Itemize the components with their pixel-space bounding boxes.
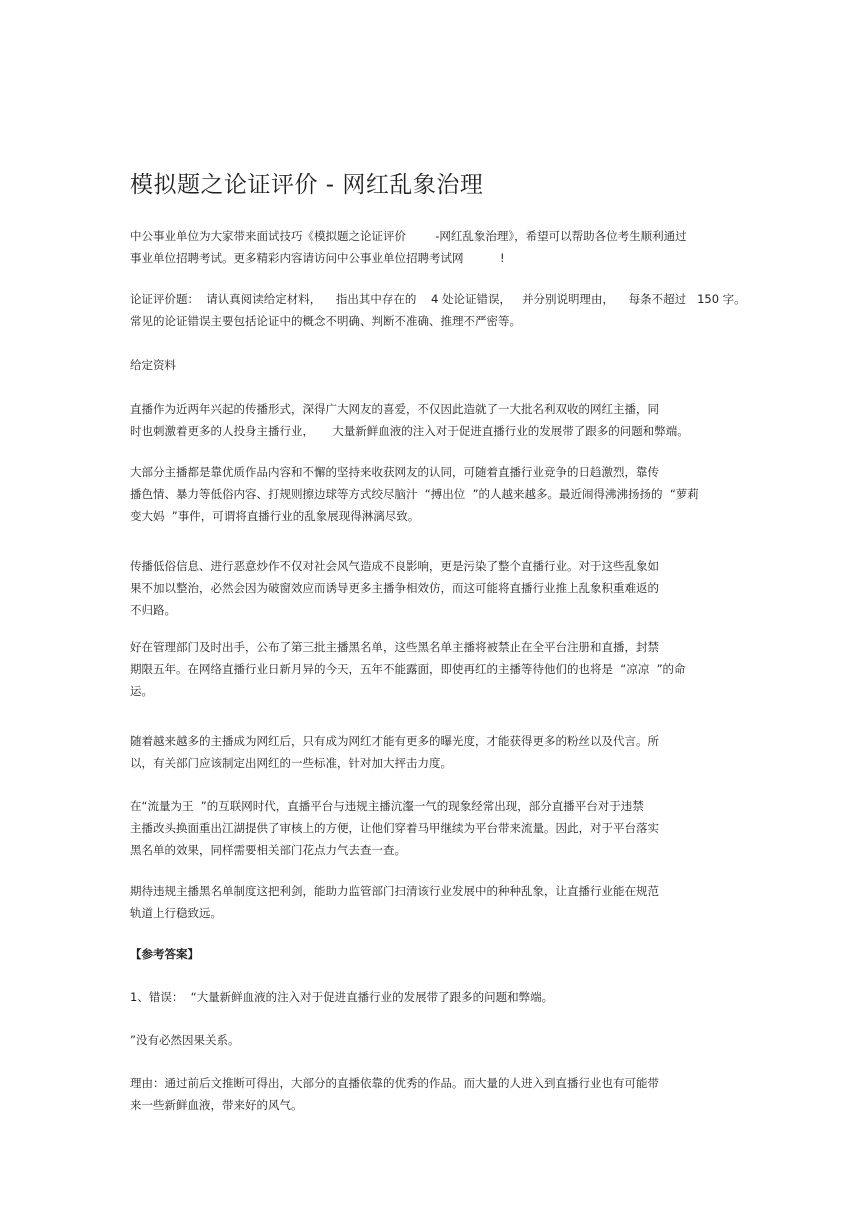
- material-paragraph-7: [130, 880, 730, 924]
- paragraph-line: 直播作为近两年兴起的传播形式，深得广大网友的喜爱，不仅因此造就了一大批名利双收的网红主播，同: [130, 402, 659, 416]
- task-paragraph: [130, 288, 746, 332]
- reason-line: 理由：通过前后文推断可得出，大部分的直播依靠的优秀的作品。而大量的人进入到直播行业也有可能带: [130, 1076, 659, 1090]
- paragraph-line: 主播改头换面重出江湖提供了审核上的方便，让他们穿着马甲继续为平台带来流量。因此，对于平台落实: [130, 821, 659, 835]
- paragraph-line: 期限五年。在网络直播行业日新月异的今天，五年不能露面，即使再红的主播等待他们的也将是 “凉凉 ”的命: [130, 662, 686, 676]
- intro-line: 中公事业单位为大家带来面试技巧《模拟题之论证评价 -网红乱象治理》，希望可以帮助各位考生顺利通过: [130, 229, 687, 243]
- material-paragraph-5: [130, 730, 730, 774]
- paragraph-line: 黑名单的效果，同样需要相关部门花点力气去查一查。: [130, 843, 406, 857]
- material-paragraph-3: [130, 555, 730, 621]
- paragraph-line: 运。: [130, 684, 153, 698]
- material-paragraph-4: [130, 636, 730, 702]
- paragraph-line: 时也刺激着更多的人投身主播行业， 大量新鲜血液的注入对于促进直播行业的发展带了跟多的问题和弊端。: [130, 424, 689, 438]
- paragraph-line: 播色情、暴力等低俗内容、打规则擦边球等方式绞尽脑汁 “搏出位 ”的人越来越多。最近闹得沸沸扬扬的 “萝莉: [130, 487, 699, 501]
- answer-heading: 【参考答案】: [130, 947, 199, 961]
- paragraph-line: 传播低俗信息、进行恶意炒作不仅对社会风气造成不良影响，更是污染了整个直播行业。对于这些乱象如: [130, 559, 659, 573]
- paragraph-line: 随着越来越多的主播成为网红后，只有成为网红才能有更多的曝光度，才能获得更多的粉丝以及代言。所: [130, 734, 659, 748]
- paragraph-line: 好在管理部门及时出手，公布了第三批主播黑名单，这些黑名单主播将被禁止在全平台注册和直播，封禁: [130, 640, 659, 654]
- answer-error-1: 1、错误： “大量新鲜血液的注入对于促进直播行业的发展带了跟多的问题和弊端。: [130, 990, 554, 1004]
- paragraph-line: 以，有关部门应该制定出网红的一些标准，针对加大抨击力度。: [130, 756, 452, 770]
- material-paragraph-1: [130, 398, 730, 442]
- intro-paragraph: [130, 225, 730, 269]
- paragraph-line: 轨道上行稳致远。: [130, 906, 222, 920]
- paragraph-line: 变大妈 ”事件，可谓将直播行业的乱象展现得淋漓尽致。: [130, 509, 420, 523]
- paragraph-line: 期待违规主播黑名单制度这把利剑，能助力监管部门扫清该行业发展中的种种乱象，让直播行业能在规范: [130, 884, 659, 898]
- task-line: 常见的论证错误主要包括论证中的概念不明确、判断不准确、推理不严密等。: [130, 314, 521, 328]
- paragraph-line: 大部分主播都是靠优质作品内容和不懈的坚持来收获网友的认同，可随着直播行业竞争的日趋激烈，靠传: [130, 465, 659, 479]
- reason-line: 来一些新鲜血液，带来好的风气。: [130, 1098, 303, 1112]
- intro-line: 事业单位招聘考试。更多精彩内容请访问中公事业单位招聘考试网 !: [130, 251, 505, 265]
- document-title: 模拟题之论证评价 - 网红乱象治理: [130, 172, 484, 198]
- answer-error-1-cont: ”没有必然因果关系。: [130, 1033, 240, 1047]
- paragraph-line: 不归路。: [130, 603, 176, 617]
- material-paragraph-6: [130, 795, 730, 861]
- paragraph-line: 在“流量为王 ”的互联网时代，直播平台与违规主播沆瀣一气的现象经常出现，部分直播平台对于违禁: [130, 799, 644, 813]
- answer-reason-1: [130, 1072, 730, 1116]
- material-paragraph-2: [130, 461, 730, 527]
- task-line: 论证评价题： 请认真阅读给定材料， 指出其中存在的 4 处论证错误， 并分别说明理由， 每条不超过 150 字。: [130, 292, 746, 306]
- material-heading: 给定资料: [130, 358, 176, 372]
- paragraph-line: 果不加以整治，必然会因为破窗效应而诱导更多主播争相效仿，而这可能将直播行业推上乱象积重难返的: [130, 581, 659, 595]
